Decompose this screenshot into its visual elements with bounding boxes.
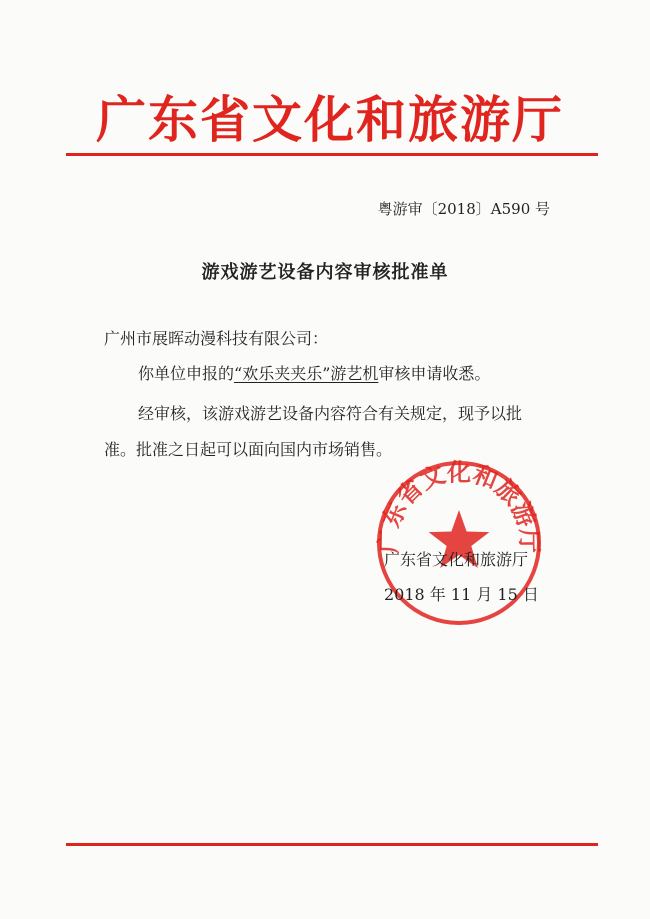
para2-line1: 经审核，该游戏游艺设备内容符合有关规定，现予以批	[138, 404, 523, 423]
issuer-header-title: 广东省文化和旅游厅	[96, 90, 564, 149]
issue-date: 2018 年 11 月 15 日	[384, 585, 539, 604]
addressee: 广州市展晖动漫科技有限公司：	[104, 329, 329, 348]
signer-organization: 广东省文化和旅游厅	[384, 550, 529, 569]
para1-suffix: 审核申请收悉。	[378, 364, 491, 383]
para1-prefix: 你单位申报的	[138, 364, 235, 383]
header-red-rule	[66, 153, 598, 156]
document-number: 粤游审〔2018〕A590 号	[377, 200, 550, 218]
paragraph-approval-line1	[104, 396, 574, 432]
footer-red-rule	[66, 843, 598, 846]
paragraph-approval-line2: 准。批准之日起可以面向国内市场销售。	[104, 440, 393, 459]
document-title: 游戏游艺设备内容审核批准单	[201, 262, 449, 283]
seal-text: 广东省文化和旅游厅	[374, 458, 544, 554]
product-name: “欢乐夹夹乐”游艺机	[234, 364, 379, 383]
paragraph-application	[104, 356, 574, 392]
